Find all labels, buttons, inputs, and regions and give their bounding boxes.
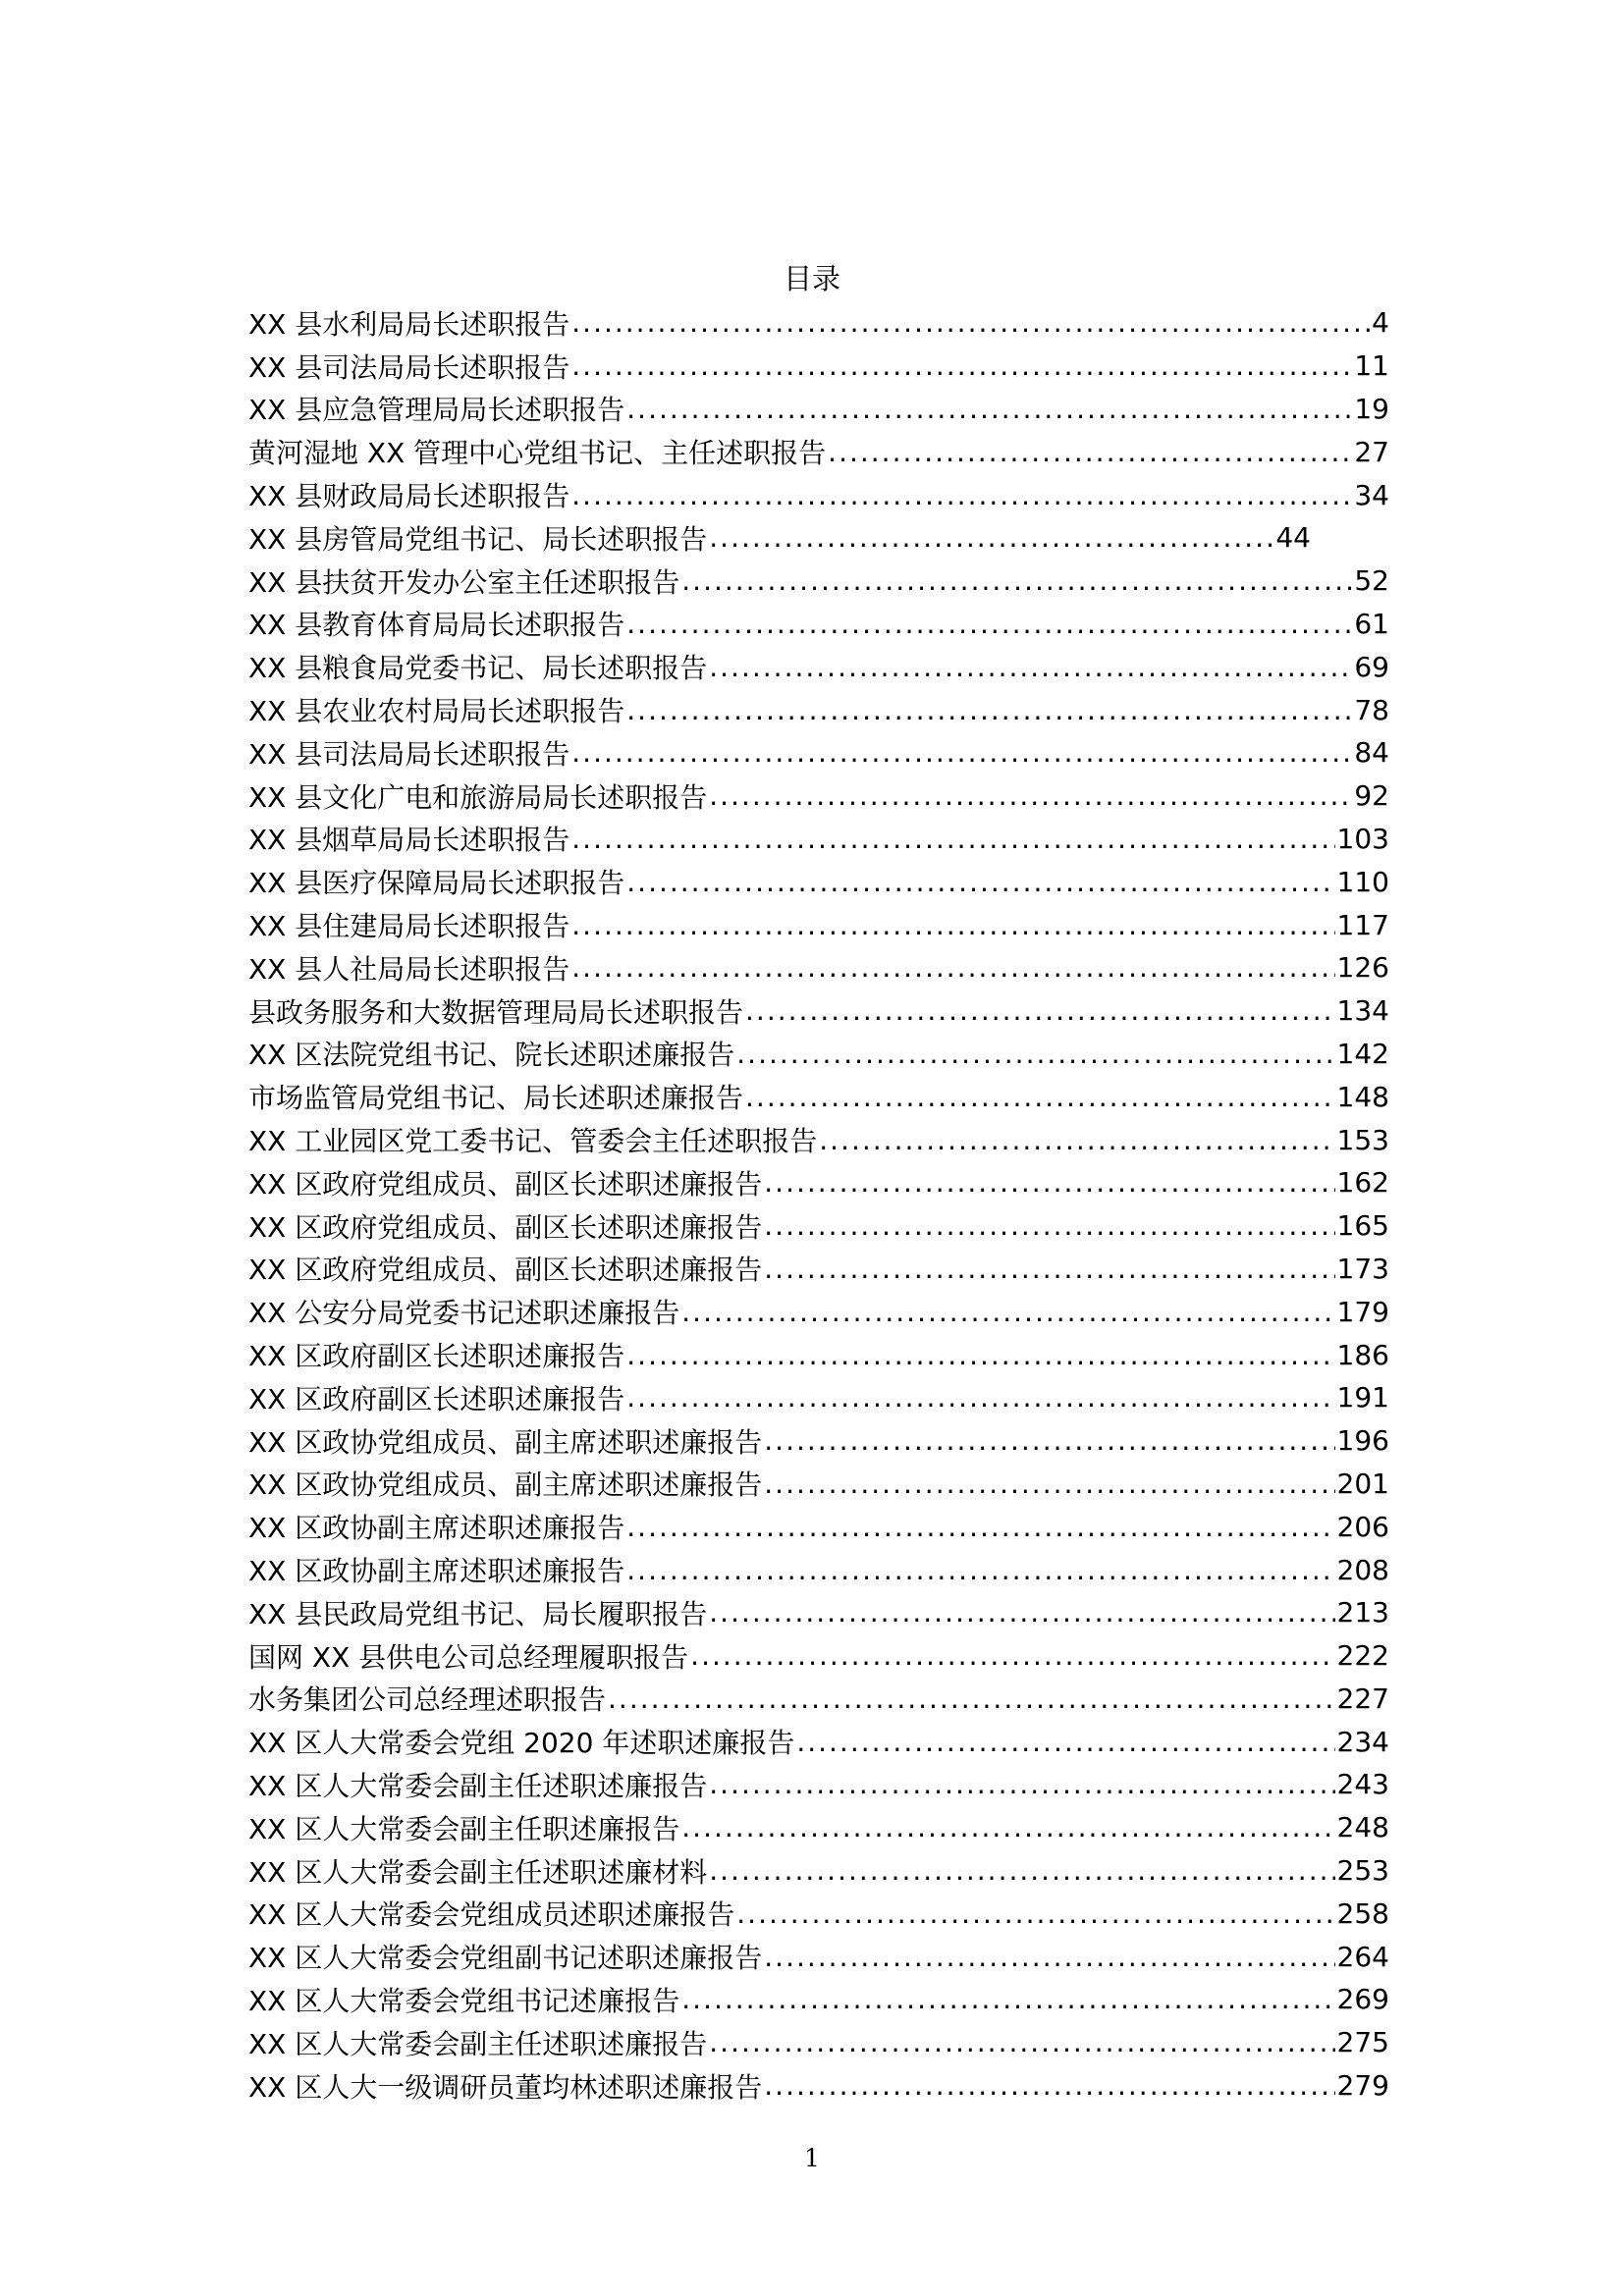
toc-entry-page: 165 [1336,1209,1389,1243]
page-number: 1 [804,2144,820,2172]
toc-dot-leader [819,1124,1334,1156]
toc-dot-leader [626,1511,1334,1543]
toc-dot-leader [571,306,1370,339]
toc-entry-title: XX 区人大常委会党组成员述职述廉报告 [248,1898,735,1932]
toc-entry-title: XX 区人大常委会副主任述职述廉报告 [248,1769,708,1802]
toc-entry-title: XX 县农业农村局局长述职报告 [248,695,625,728]
toc-entry-page: 103 [1336,822,1389,855]
toc-entry-title: XX 区政府副区长述职述廉报告 [248,1382,625,1415]
toc-entry-title: XX 区政府党组成员、副区长述职述廉报告 [248,1167,763,1201]
toc-entry[interactable] [248,818,1389,861]
toc-entry-title: XX 县司法局局长述职报告 [248,737,570,771]
toc-entry[interactable] [248,860,1389,903]
toc-entry-title: XX 区政府党组成员、副区长述职述廉报告 [248,1254,763,1287]
toc-dot-leader [571,349,1352,382]
toc-entry-page: 258 [1336,1896,1389,1930]
toc-entry-title: XX 县应急管理局局长述职报告 [248,394,625,427]
toc-dot-leader [681,564,1352,597]
toc-entry-page: 11 [1354,349,1389,383]
toc-entry-page: 84 [1354,736,1389,770]
toc-entry-title: XX 县财政局局长述职报告 [248,480,570,513]
toc-entry[interactable] [248,1720,1389,1763]
toc-entry[interactable] [248,1290,1389,1333]
toc-entry-page: 162 [1336,1166,1389,1200]
toc-entry[interactable] [248,1248,1389,1291]
toc-dot-leader [709,1854,1334,1887]
toc-entry-page: 269 [1336,1983,1389,2016]
toc-entry-title: XX 县粮食局党委书记、局长述职报告 [248,652,708,685]
toc-entry-title: XX 区政协副主席述职述廉报告 [248,1512,625,1545]
toc-entry-page: 27 [1354,435,1389,468]
toc-dot-leader [745,994,1335,1027]
toc-entry[interactable] [248,301,1389,345]
toc-entry[interactable] [248,1806,1389,1849]
toc-entry-title: XX 县房管局党组书记、局长述职报告 [248,522,708,556]
toc-dot-leader [681,1296,1334,1328]
toc-entry-page: 213 [1336,1596,1389,1629]
toc-dot-leader [571,736,1352,769]
toc-entry-title: XX 县人社局局长述职报告 [248,952,570,986]
toc-entry-page: 264 [1336,1940,1389,1973]
toc-entry-page: 186 [1336,1338,1389,1371]
toc-entry-title: XX 区人大常委会党组书记述廉报告 [248,1984,680,2017]
toc-dot-leader [796,1726,1334,1758]
toc-entry-page: 191 [1336,1381,1389,1415]
toc-entry-page: 126 [1336,951,1389,985]
toc-entry[interactable] [248,1419,1389,1463]
toc-entry-page: 4 [1372,306,1389,340]
toc-entry-title: XX 区人大一级调研员董均林述职述廉报告 [248,2070,763,2104]
toc-entry-title: XX 县教育体育局局长述职报告 [248,609,625,642]
toc-entry-page: 110 [1336,865,1389,898]
toc-entry-title: XX 县医疗保障局局长述职报告 [248,867,625,900]
toc-entry-title: XX 区法院党组书记、院长述职述廉报告 [248,1039,735,1072]
toc-dot-leader [709,779,1352,812]
toc-dot-leader [764,1166,1334,1199]
toc-entry-page: 243 [1336,1768,1389,1801]
toc-entry-page: 279 [1336,2069,1389,2103]
toc-entry-title: XX 区人大常委会党组副书记述职述廉报告 [248,1942,763,1975]
toc-entry[interactable] [248,1033,1389,1076]
toc-dot-leader [764,1209,1334,1242]
toc-dot-leader [626,1381,1334,1414]
toc-dot-leader [828,436,1352,468]
toc-entry[interactable] [248,2021,1389,2064]
toc-entry-page: 248 [1336,1811,1389,1844]
toc-entry-title: XX 区人大常委会党组 2020 年述职述廉报告 [248,1727,795,1760]
toc-dot-leader [681,1983,1334,2015]
toc-dot-leader [626,694,1352,726]
toc-entry-page: 206 [1336,1510,1389,1543]
toc-entry-title: XX 县文化广电和旅游局局长述职报告 [248,780,708,814]
toc-entry-page: 134 [1336,994,1389,1028]
toc-entry-title: XX 公安分局党委书记述职述廉报告 [248,1297,680,1330]
toc-entry[interactable] [248,1548,1389,1591]
toc-entry-page: 179 [1336,1295,1389,1328]
toc-entry-page: 69 [1354,650,1389,683]
toc-entry-title: XX 区政协党组成员、副主席述职述廉报告 [248,1425,763,1459]
toc-entry[interactable] [248,1978,1389,2021]
toc-entry-page: 34 [1354,478,1389,511]
toc-entry-page: 253 [1336,1854,1389,1888]
toc-entry[interactable] [248,2064,1389,2108]
toc-entry[interactable] [248,946,1389,989]
toc-entry-page: 61 [1354,607,1389,640]
toc-entry[interactable] [248,516,1311,560]
toc-entry[interactable] [248,1505,1389,1548]
toc-dot-leader [608,1682,1335,1715]
toc-entry-page: 201 [1336,1467,1389,1500]
toc-entry-title: XX 区政府党组成员、副区长述职述廉报告 [248,1210,763,1244]
toc-dot-leader [571,909,1334,941]
toc-entry[interactable] [248,1763,1389,1806]
toc-entry-page: 227 [1336,1682,1389,1715]
toc-dot-leader [571,823,1334,855]
toc-dot-leader [764,1424,1334,1457]
toc-entry-title: 国网 XX 县供电公司总经理履职报告 [248,1640,689,1674]
toc-dot-leader [764,2069,1334,2102]
toc-entry-page: 19 [1354,392,1389,425]
toc-entry-page: 148 [1336,1080,1389,1113]
toc-dot-leader [745,1081,1335,1113]
toc-entry[interactable] [248,1118,1389,1161]
toc-entry[interactable] [248,1376,1389,1419]
toc-entry[interactable] [248,1849,1389,1893]
toc-entry-page: 153 [1336,1123,1389,1156]
toc-entry[interactable] [248,1935,1389,1978]
toc-entry-page: 142 [1336,1037,1389,1070]
toc-entry-title: 水务集团公司总经理述职报告 [248,1683,607,1717]
toc-entry-title: 黄河湿地 XX 管理中心党组书记、主任述职报告 [248,437,827,470]
toc-entry-title: XX 县民政局党组书记、局长履职报告 [248,1597,708,1630]
toc-entry-page: 275 [1336,2026,1389,2059]
toc-entry-page: 208 [1336,1553,1389,1586]
toc-entry[interactable] [248,774,1389,818]
toc-entry-title: XX 县水利局局长述职报告 [248,307,570,341]
toc-dot-leader [709,2026,1334,2058]
toc-dot-leader [571,951,1334,984]
toc-dot-leader [571,479,1352,511]
toc-dot-leader [736,1897,1334,1930]
toc-entry-page: 52 [1354,564,1389,598]
toc-dot-leader [709,651,1352,683]
toc-entry-page: 44 [1275,521,1311,555]
toc-dot-leader [736,1038,1334,1070]
toc-entry-page: 196 [1336,1424,1389,1458]
toc-heading: 目录 [783,262,840,295]
toc-dot-leader [626,1554,1334,1586]
toc-entry[interactable] [248,989,1389,1033]
toc-entry[interactable] [248,430,1389,473]
toc-entry-title: XX 县住建局局长述职报告 [248,910,570,943]
toc-dot-leader [626,393,1352,425]
toc-entry[interactable] [248,1075,1389,1118]
toc-entry-page: 173 [1336,1252,1389,1285]
toc-entry-page: 234 [1336,1725,1389,1758]
toc-dot-leader [764,1468,1334,1500]
toc-entry[interactable] [248,688,1389,731]
toc-entry[interactable] [248,1463,1389,1506]
toc-entry[interactable] [248,1204,1389,1248]
toc-entry-page: 92 [1354,779,1389,813]
toc-dot-leader [690,1639,1334,1672]
toc-dot-leader [626,608,1352,640]
toc-entry-page: 78 [1354,693,1389,726]
toc-entry-page: 222 [1336,1639,1389,1673]
toc-entry[interactable] [248,1333,1389,1376]
toc-dot-leader [709,521,1273,554]
toc-entry-title: XX 区政协党组成员、副主席述职述廉报告 [248,1468,763,1502]
toc-entry-title: XX 县扶贫开发办公室主任述职报告 [248,565,680,599]
toc-dot-leader [681,1811,1334,1843]
toc-entry-title: 县政务服务和大数据管理局局长述职报告 [248,995,744,1029]
toc-entry[interactable] [248,1892,1389,1935]
toc-entry[interactable] [248,731,1389,774]
toc-dot-leader [626,1339,1334,1371]
toc-dot-leader [626,866,1334,898]
toc-entry[interactable] [248,345,1389,388]
toc-entry-title: XX 区人大常委会副主任述职述廉材料 [248,1855,708,1889]
toc-entry-title: 市场监管局党组书记、局长述职述廉报告 [248,1082,744,1115]
toc-entry-title: XX 区人大常委会副主任述职述廉报告 [248,2027,708,2060]
toc-entry-title: XX 区政府副区长述职述廉报告 [248,1340,625,1373]
toc-entry[interactable] [248,388,1389,431]
toc-entry[interactable] [248,603,1389,646]
toc-entry[interactable] [248,473,1389,516]
toc-entry[interactable] [248,560,1389,603]
toc-dot-leader [709,1596,1334,1629]
toc-entry[interactable] [248,1678,1389,1721]
toc-entry[interactable] [248,903,1389,946]
toc-dot-leader [709,1768,1334,1800]
toc-entry[interactable] [248,645,1389,688]
toc-dot-leader [764,1941,1334,1973]
toc-entry-title: XX 县司法局局长述职报告 [248,350,570,384]
toc-entry-title: XX 县烟草局局长述职报告 [248,824,570,857]
toc-entry-title: XX 工业园区党工委书记、管委会主任述职报告 [248,1125,818,1158]
toc-entry[interactable] [248,1161,1389,1204]
toc-entry-page: 117 [1336,908,1389,941]
toc-entry[interactable] [248,1591,1389,1634]
toc-entry[interactable] [248,1634,1389,1678]
table-of-contents [248,301,1389,2107]
toc-entry-title: XX 区政协副主席述职述廉报告 [248,1555,625,1587]
toc-dot-leader [764,1253,1334,1285]
toc-entry-title: XX 区人大常委会副主任职述廉报告 [248,1812,680,1845]
